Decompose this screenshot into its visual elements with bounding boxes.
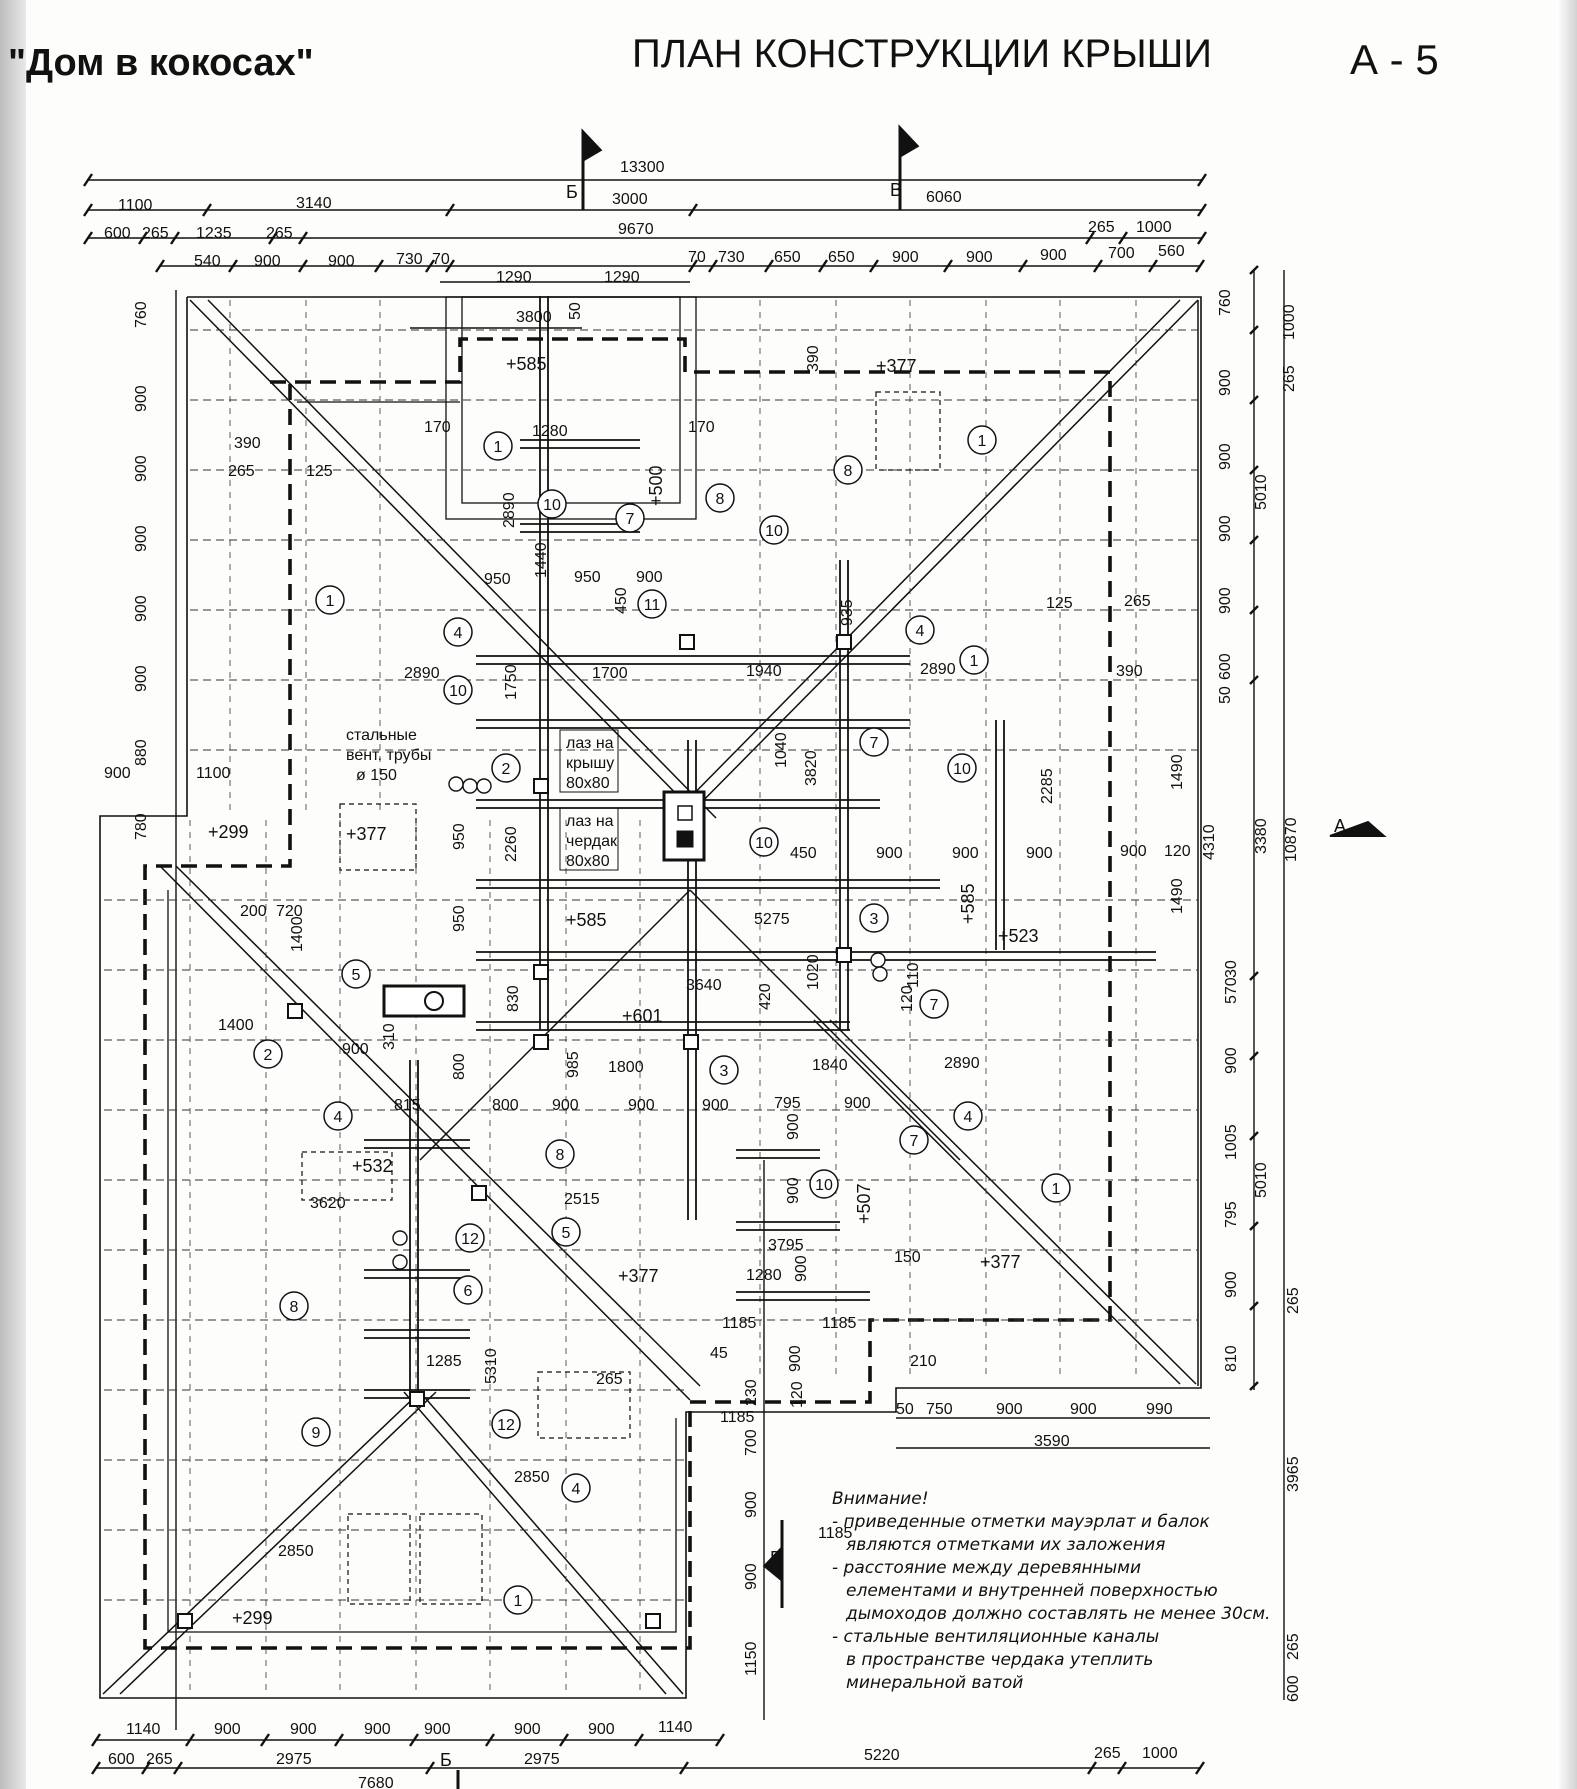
- dim: 900: [1120, 843, 1147, 860]
- dim: 750: [926, 1401, 953, 1418]
- dim: 600: [108, 1751, 135, 1768]
- dim: 5310: [483, 1348, 500, 1384]
- dim: 815: [394, 1097, 421, 1114]
- label-hatch-attic: 80х80: [566, 853, 610, 870]
- mark: 7: [625, 511, 635, 528]
- dim: 70: [432, 251, 450, 268]
- sheet-title: ПЛАН КОНСТРУКЦИИ КРЫШИ: [632, 32, 1213, 76]
- dim: 900: [424, 1721, 451, 1738]
- dim: 265: [146, 1751, 173, 1768]
- mark: 10: [815, 1177, 833, 1194]
- dim: 900: [133, 385, 150, 412]
- mark: 10: [449, 683, 467, 700]
- dim: 900: [1217, 443, 1234, 470]
- mark: 7: [869, 735, 879, 752]
- hip-rafters: [103, 300, 1198, 1694]
- level: +377: [876, 356, 917, 376]
- mark: 9: [311, 1425, 321, 1442]
- dim: 900: [133, 665, 150, 692]
- dim: 730: [396, 251, 423, 268]
- dim: 3795: [768, 1237, 804, 1254]
- level: +299: [232, 1608, 273, 1628]
- dim: 900: [996, 1401, 1023, 1418]
- dim: 3380: [1253, 818, 1270, 854]
- dim: 2285: [1039, 768, 1056, 804]
- level: +377: [618, 1266, 659, 1286]
- dim: 5010: [1253, 1162, 1270, 1198]
- dim: 540: [194, 253, 221, 270]
- dim: 170: [688, 419, 715, 436]
- mark: 7: [909, 1133, 919, 1150]
- dim: 900: [1223, 1047, 1240, 1074]
- dim: 1185: [822, 1315, 857, 1332]
- dim: 2975: [524, 1751, 560, 1768]
- dim: 900: [1223, 1271, 1240, 1298]
- dim: 1280: [532, 423, 568, 440]
- project-title: "Дом в кокосах": [8, 42, 314, 84]
- dim: 2890: [920, 661, 956, 678]
- dim: 1235: [196, 225, 232, 242]
- label-hatch-attic: чердак: [566, 833, 617, 850]
- dim: 110: [905, 962, 922, 988]
- dim: 3620: [310, 1195, 346, 1212]
- dim: 1700: [592, 665, 628, 682]
- dim: 70: [688, 249, 706, 266]
- dim: 900: [785, 1113, 802, 1140]
- dim: 900: [702, 1097, 729, 1114]
- mark: 8: [843, 463, 853, 480]
- dim: 985: [565, 1051, 582, 1078]
- mark: 4: [453, 625, 463, 642]
- dim: 265: [1088, 219, 1115, 236]
- level: +585: [958, 883, 978, 924]
- dim: 1040: [773, 732, 790, 768]
- label-hatch-attic: лаз на: [566, 813, 614, 830]
- dim: 700: [743, 1429, 760, 1456]
- dim: 45: [710, 1345, 728, 1362]
- label-hatch-roof: 80х80: [566, 775, 610, 792]
- dim: 900: [636, 569, 663, 586]
- dim: 390: [234, 435, 261, 452]
- dim: 3590: [1034, 1433, 1070, 1450]
- dim: 1100: [118, 197, 153, 214]
- dim: 2890: [944, 1055, 980, 1072]
- dim: 900: [214, 1721, 241, 1738]
- notes-line: минеральной ватой: [846, 1673, 1024, 1693]
- level: +523: [998, 926, 1039, 946]
- mark: 1: [1051, 1181, 1061, 1198]
- dim: 900: [787, 1345, 804, 1372]
- dim: 1290: [496, 269, 532, 286]
- dim: 650: [828, 249, 855, 266]
- dim: 900: [342, 1041, 369, 1058]
- dim: 900: [328, 253, 355, 270]
- dim: 900: [1026, 845, 1053, 862]
- dim: 265: [1285, 1287, 1302, 1314]
- dim: 2850: [514, 1469, 550, 1486]
- dim: 1840: [812, 1057, 848, 1074]
- dim: 950: [574, 569, 601, 586]
- level: +601: [622, 1006, 663, 1026]
- dim: 265: [266, 225, 293, 242]
- dim: 900: [966, 249, 993, 266]
- dim: 900: [514, 1721, 541, 1738]
- dim: 390: [1116, 663, 1143, 680]
- notes-block: [832, 1488, 1272, 1695]
- dim: 3800: [516, 309, 552, 326]
- section-letter-b-bottom: Б: [440, 1750, 452, 1770]
- dim: 4310: [1201, 824, 1218, 860]
- mark: 1: [325, 593, 335, 610]
- dim: 900: [1070, 1401, 1097, 1418]
- mark: 4: [963, 1109, 973, 1126]
- dim: 760: [133, 301, 150, 328]
- dim: 1440: [533, 542, 550, 578]
- dim: 950: [451, 823, 468, 850]
- rafter-grid: [104, 330, 1198, 1600]
- notes-line: елементами и внутренней поверхностью: [846, 1581, 1218, 1601]
- notes-line: - приведенные отметки мауэрлат и балок: [832, 1512, 1210, 1532]
- mark: 1: [493, 439, 503, 456]
- dim: 900: [254, 253, 281, 270]
- dim: 265: [1094, 1745, 1121, 1762]
- mark: 7: [929, 997, 939, 1014]
- dim: 900: [364, 1721, 391, 1738]
- dim: 1750: [503, 664, 520, 700]
- dim: 900: [104, 765, 131, 782]
- mark: 10: [755, 835, 773, 852]
- dim: 900: [290, 1721, 317, 1738]
- mark: 10: [543, 497, 561, 514]
- dim: 50: [896, 1401, 914, 1418]
- dim: 230: [743, 1379, 760, 1406]
- level: +507: [854, 1183, 874, 1224]
- dim: 265: [1124, 593, 1151, 610]
- mark: 12: [497, 1417, 515, 1434]
- dim: 120: [899, 985, 916, 1012]
- dim: 265: [142, 225, 169, 242]
- dim: 600: [104, 225, 131, 242]
- level: +500: [646, 465, 666, 506]
- dim: 730: [718, 249, 745, 266]
- mark: 10: [953, 761, 971, 778]
- dim: 900: [952, 845, 979, 862]
- label-hatch-roof: лаз на: [566, 735, 614, 752]
- dim: 6060: [926, 189, 962, 206]
- dim: 1285: [426, 1353, 462, 1370]
- dim: 1940: [746, 663, 782, 680]
- dim: 5010: [1253, 474, 1270, 510]
- label-hatch-roof: крышу: [566, 755, 615, 772]
- dim: 900: [1217, 587, 1234, 614]
- notes-line: - стальные вентиляционные каналы: [832, 1627, 1160, 1647]
- dim: 265: [1281, 365, 1298, 392]
- dim: 700: [1108, 245, 1135, 262]
- annotation-labels: [346, 727, 618, 870]
- dim: 760: [1217, 289, 1234, 316]
- wall-plates-inner: [168, 297, 696, 1632]
- dim: 900: [1040, 247, 1067, 264]
- dim: 900: [743, 1563, 760, 1590]
- dim: 1000: [1136, 219, 1172, 236]
- dim: 450: [613, 587, 630, 614]
- dim: 1400: [289, 916, 306, 952]
- dim: 2975: [276, 1751, 312, 1768]
- dim: 210: [910, 1353, 937, 1370]
- dim: 265: [228, 463, 255, 480]
- dim: 3965: [1285, 1456, 1302, 1492]
- dim: 450: [790, 845, 817, 862]
- dim: 560: [1158, 243, 1185, 260]
- dim: 900: [844, 1095, 871, 1112]
- dim: 1140: [658, 1719, 693, 1736]
- notes-line: - расстояние между деревянными: [832, 1558, 1142, 1578]
- dim: 150: [894, 1249, 921, 1266]
- dim: 2260: [503, 826, 520, 862]
- dim: 1020: [805, 954, 822, 990]
- dim: 1000: [1281, 304, 1298, 340]
- dim: 720: [276, 903, 303, 920]
- dim: 2890: [404, 665, 440, 682]
- dim: 1000: [1142, 1745, 1178, 1762]
- dim: 780: [133, 813, 150, 840]
- level: +377: [980, 1252, 1021, 1272]
- dim: 900: [876, 845, 903, 862]
- dim: 3820: [803, 750, 820, 786]
- mark: 11: [643, 597, 661, 614]
- dim: 900: [628, 1097, 655, 1114]
- dim: 3000: [612, 191, 648, 208]
- dim: 795: [774, 1095, 801, 1112]
- dim: 5275: [754, 911, 790, 928]
- level: +585: [506, 354, 547, 374]
- dim: 3640: [686, 977, 722, 994]
- dim: 1280: [746, 1267, 782, 1284]
- section-letter-a: А: [1334, 816, 1347, 836]
- mark: 4: [333, 1109, 343, 1126]
- dim: 650: [774, 249, 801, 266]
- dim: 50: [567, 302, 584, 320]
- section-letter-v-top: В: [890, 180, 903, 200]
- dim: 265: [1285, 1633, 1302, 1660]
- mark: 8: [289, 1299, 299, 1316]
- section-letter-b-top: Б: [566, 182, 578, 202]
- dim: 310: [381, 1023, 398, 1050]
- mark: 5: [351, 967, 361, 984]
- dim: 1185: [722, 1315, 757, 1332]
- dim: 600: [1217, 653, 1234, 680]
- label-steel-pipes: стальные: [346, 727, 417, 744]
- dim: 7680: [358, 1775, 394, 1789]
- dim: 935: [839, 599, 856, 626]
- dim: 800: [451, 1053, 468, 1080]
- dim: 30: [1223, 960, 1240, 978]
- dim: 1100: [196, 765, 231, 782]
- dim: 5220: [864, 1747, 900, 1764]
- dim: 900: [785, 1177, 802, 1204]
- sheet-number: А - 5: [1350, 36, 1439, 83]
- dim: 200: [240, 903, 267, 920]
- dim: 170: [424, 419, 451, 436]
- dim: 265: [596, 1371, 623, 1388]
- dim: 1490: [1169, 754, 1186, 790]
- dim: 120: [1164, 843, 1191, 860]
- mark: 2: [263, 1047, 273, 1064]
- dim: 1490: [1169, 878, 1186, 914]
- dim: 1005: [1223, 1124, 1240, 1160]
- dim: 2890: [501, 492, 518, 528]
- dim: 900: [743, 1491, 760, 1518]
- dim: 880: [133, 739, 150, 766]
- dim: 1150: [743, 1641, 760, 1676]
- dim: 900: [588, 1721, 615, 1738]
- notes-line: являются отметками их заложения: [846, 1535, 1166, 1555]
- rafter-verticals: [190, 300, 1136, 1690]
- dim: 600: [1285, 1675, 1302, 1702]
- dim: 2515: [564, 1191, 600, 1208]
- mark: 1: [977, 433, 987, 450]
- dim: 950: [484, 571, 511, 588]
- dim: 800: [492, 1097, 519, 1114]
- dim: 990: [1146, 1401, 1173, 1418]
- dim: 810: [1223, 1345, 1240, 1372]
- mark: 6: [463, 1283, 473, 1300]
- label-steel-pipes: ø 150: [356, 767, 397, 784]
- dim: 1140: [126, 1721, 161, 1738]
- mark: 3: [719, 1063, 729, 1080]
- dim: 13300: [620, 159, 665, 176]
- mark: 4: [915, 623, 925, 640]
- mark: 1: [513, 1593, 523, 1610]
- dim: 795: [1223, 1201, 1240, 1228]
- dim: 50: [1217, 686, 1234, 704]
- dim: 125: [306, 463, 333, 480]
- dim: 900: [793, 1255, 810, 1282]
- dim: 420: [757, 983, 774, 1010]
- dim: 900: [133, 455, 150, 482]
- label-steel-pipes: вент. трубы: [346, 747, 432, 764]
- dim: 900: [133, 525, 150, 552]
- mark: 3: [869, 911, 879, 928]
- mark: 12: [461, 1231, 479, 1248]
- dim: 125: [1046, 595, 1073, 612]
- mark: 2: [501, 761, 511, 778]
- notes-line: в пространстве чердака утеплить: [846, 1650, 1154, 1670]
- dim: 1400: [218, 1017, 254, 1034]
- dim: 570: [1223, 977, 1240, 1004]
- dim: 2850: [278, 1543, 314, 1560]
- dim: 3140: [296, 195, 332, 212]
- mark: 8: [555, 1147, 565, 1164]
- notes-title: Внимание!: [832, 1489, 929, 1509]
- dim: 830: [505, 985, 522, 1012]
- dim: 1800: [608, 1059, 644, 1076]
- dim: 1185: [720, 1409, 755, 1426]
- mark: 1: [969, 653, 979, 670]
- level: +532: [352, 1156, 393, 1176]
- chimneys: [384, 792, 704, 1016]
- dim: 900: [552, 1097, 579, 1114]
- dim: 10870: [1283, 817, 1300, 862]
- dim: 900: [1217, 369, 1234, 396]
- dim: 900: [133, 595, 150, 622]
- level: +377: [346, 824, 387, 844]
- dim: 9670: [618, 221, 654, 238]
- mark: 10: [765, 523, 783, 540]
- mark: 8: [715, 491, 725, 508]
- level: +585: [566, 910, 607, 930]
- mark: 4: [571, 1481, 581, 1498]
- dim: 1290: [604, 269, 640, 286]
- dim: 390: [805, 345, 822, 372]
- dim: 1185: [818, 1525, 853, 1542]
- level: +299: [208, 822, 249, 842]
- notes-line: дымоходов должно составлять не менее 30см.: [846, 1604, 1271, 1624]
- dim: 900: [1217, 515, 1234, 542]
- section-letter-v-bottom: В: [770, 1548, 783, 1568]
- dim: 120: [789, 1381, 806, 1408]
- dim: 900: [892, 249, 919, 266]
- mark: 5: [561, 1225, 571, 1242]
- dim: 950: [451, 905, 468, 932]
